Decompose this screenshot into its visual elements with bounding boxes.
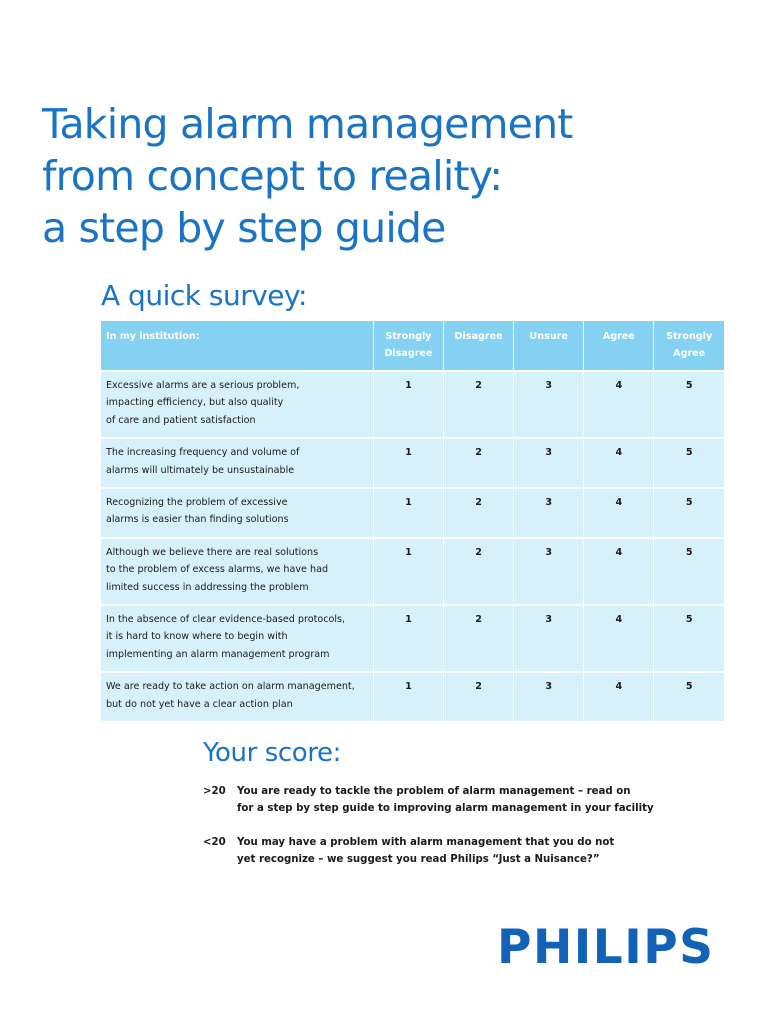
score-option-2[interactable]: 2 bbox=[444, 538, 514, 605]
survey-row bbox=[101, 605, 724, 672]
score-option-5[interactable]: 5 bbox=[654, 371, 724, 438]
survey-header-row bbox=[101, 321, 724, 371]
score-option-2[interactable]: 2 bbox=[444, 672, 514, 721]
header-option-disagree: Disagree bbox=[444, 321, 514, 371]
survey-table bbox=[101, 321, 724, 721]
page-title bbox=[42, 98, 573, 254]
score-option-5[interactable]: 5 bbox=[654, 672, 724, 721]
score-option-4[interactable]: 4 bbox=[584, 438, 654, 488]
score-option-1[interactable]: 1 bbox=[373, 538, 443, 605]
survey-row bbox=[101, 371, 724, 438]
score-result-text: You may have a problem with alarm management that you do not yet recognize – we suggest you read Philips “Just a Nuisance?” bbox=[237, 837, 615, 865]
score-option-4[interactable]: 4 bbox=[584, 538, 654, 605]
score-option-1[interactable]: 1 bbox=[373, 605, 443, 672]
survey-row bbox=[101, 672, 724, 721]
score-option-2[interactable]: 2 bbox=[444, 371, 514, 438]
score-option-1[interactable]: 1 bbox=[373, 488, 443, 538]
score-option-5[interactable]: 5 bbox=[654, 438, 724, 488]
header-option-agree: Agree bbox=[584, 321, 654, 371]
score-option-3[interactable]: 3 bbox=[514, 371, 584, 438]
survey-statement: Although we believe there are real solutions to the problem of excess alarms, we have had limited success in addressing the problem bbox=[101, 538, 373, 605]
header-statement: In my institution: bbox=[101, 321, 373, 371]
score-option-4[interactable]: 4 bbox=[584, 488, 654, 538]
survey-statement: Excessive alarms are a serious problem, impacting efficiency, but also quality of care and patient satisfaction bbox=[101, 371, 373, 438]
title-line-3: a step by step guide bbox=[42, 204, 446, 252]
score-option-5[interactable]: 5 bbox=[654, 488, 724, 538]
survey-row bbox=[101, 438, 724, 488]
score-option-5[interactable]: 5 bbox=[654, 605, 724, 672]
score-heading: Your score: bbox=[203, 738, 341, 768]
survey-statement: The increasing frequency and volume of alarms will ultimately be unsustainable bbox=[101, 438, 373, 488]
score-option-1[interactable]: 1 bbox=[373, 371, 443, 438]
survey-heading: A quick survey: bbox=[101, 279, 307, 312]
score-option-1[interactable]: 1 bbox=[373, 672, 443, 721]
survey-statement: In the absence of clear evidence-based protocols, it is hard to know where to begin with implementing an alarm management program bbox=[101, 605, 373, 672]
score-option-3[interactable]: 3 bbox=[514, 605, 584, 672]
score-option-3[interactable]: 3 bbox=[514, 538, 584, 605]
score-threshold: >20 bbox=[203, 786, 226, 797]
score-option-2[interactable]: 2 bbox=[444, 605, 514, 672]
score-option-3[interactable]: 3 bbox=[514, 488, 584, 538]
score-option-1[interactable]: 1 bbox=[373, 438, 443, 488]
score-option-4[interactable]: 4 bbox=[584, 672, 654, 721]
survey-row bbox=[101, 488, 724, 538]
header-option-unsure: Unsure bbox=[514, 321, 584, 371]
score-option-2[interactable]: 2 bbox=[444, 488, 514, 538]
score-threshold: <20 bbox=[203, 837, 226, 848]
header-option-strongly-agree: Strongly Agree bbox=[654, 321, 724, 371]
score-option-5[interactable]: 5 bbox=[654, 538, 724, 605]
survey-row bbox=[101, 538, 724, 605]
survey-statement: Recognizing the problem of excessive alarms is easier than finding solutions bbox=[101, 488, 373, 538]
score-option-4[interactable]: 4 bbox=[584, 605, 654, 672]
score-result-text: You are ready to tackle the problem of alarm management – read on for a step by step guide to improving alarm management in your facility bbox=[237, 786, 654, 814]
score-option-3[interactable]: 3 bbox=[514, 672, 584, 721]
score-option-2[interactable]: 2 bbox=[444, 438, 514, 488]
score-option-3[interactable]: 3 bbox=[514, 438, 584, 488]
score-option-4[interactable]: 4 bbox=[584, 371, 654, 438]
philips-logo: PHILIPS bbox=[497, 920, 715, 975]
header-option-strongly-disagree: Strongly Disagree bbox=[373, 321, 443, 371]
survey-statement: We are ready to take action on alarm management, but do not yet have a clear action plan bbox=[101, 672, 373, 721]
title-line-1: Taking alarm management bbox=[42, 100, 573, 148]
title-line-2: from concept to reality: bbox=[42, 152, 503, 200]
